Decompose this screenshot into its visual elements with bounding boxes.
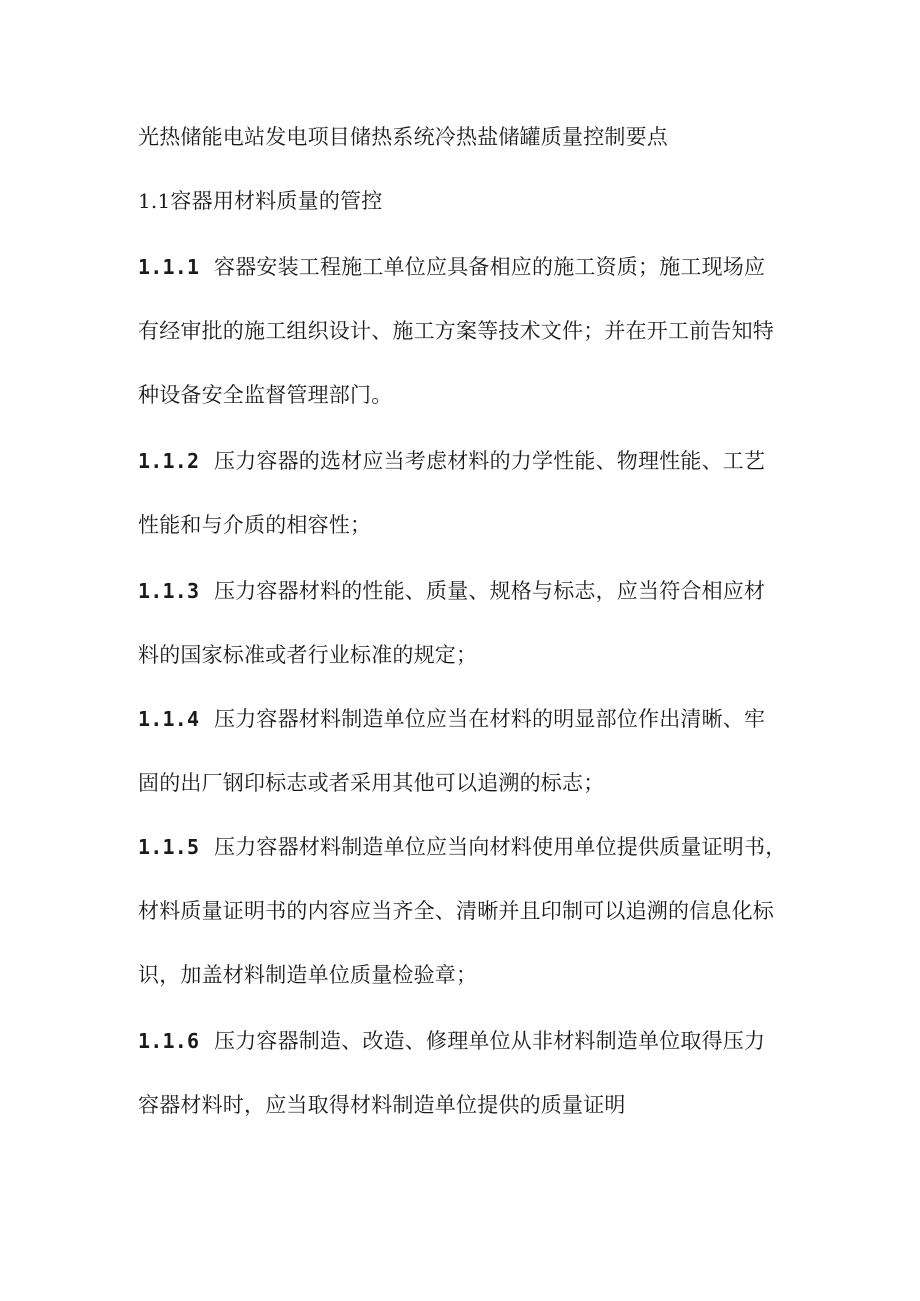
clause-1-1-4-line-2: 固的出厂钢印标志或者采用其他可以追溯的标志； [138,771,605,795]
clause-1-1-3-line-2: 料的国家标准或者行业标准的规定； [138,643,478,667]
clause-1-1-4-line-1 [138,704,765,734]
document-title: 光热储能电站发电项目储热系统冷热盐储罐质量控制要点 [138,125,668,149]
clause-1-1-2-line-1 [138,446,765,476]
clause-1-1-5-line-1 [138,832,786,862]
clause-text: 压力容器材料的性能、质量、规格与标志，应当符合相应材 [214,579,766,603]
clause-1-1-6-line-2: 容器材料时，应当取得材料制造单位提供的质量证明 [138,1093,626,1117]
clause-1-1-1-line-3: 种设备安全监督管理部门。 [138,383,393,407]
clause-1-1-5-line-2: 材料质量证明书的内容应当齐全、清晰并且印制可以追溯的信息化标 [138,899,774,923]
section-heading-text: 容器用材料质量的管控 [170,189,383,213]
clause-1-1-2-line-2: 性能和与介质的相容性； [138,513,372,537]
clause-text: 压力容器的选材应当考虑材料的力学性能、物理性能、工艺 [214,449,766,473]
clause-number: 1.1.1 [138,255,200,279]
clause-1-1-6-line-1 [138,1026,765,1056]
clause-number: 1.1.2 [138,449,200,473]
clause-1-1-1-line-1 [138,252,765,282]
clause-1-1-3-line-1 [138,576,765,606]
section-number: 1.1 [138,189,171,213]
clause-1-1-1-line-2: 有经审批的施工组织设计、施工方案等技术文件；并在开工前告知特 [138,319,774,343]
clause-text: 压力容器制造、改造、修理单位从非材料制造单位取得压力 [214,1029,766,1053]
section-heading [138,186,382,216]
clause-text: 压力容器材料制造单位应当在材料的明显部位作出清晰、牢 [214,707,766,731]
clause-number: 1.1.5 [138,835,200,859]
clause-number: 1.1.3 [138,579,200,603]
clause-text: 容器安装工程施工单位应具备相应的施工资质；施工现场应 [214,255,766,279]
clause-text: 压力容器材料制造单位应当向材料使用单位提供质量证明书， [214,835,787,859]
clause-1-1-5-line-3: 识，加盖材料制造单位质量检验章； [138,963,478,987]
clause-number: 1.1.6 [138,1029,200,1053]
clause-number: 1.1.4 [138,707,200,731]
